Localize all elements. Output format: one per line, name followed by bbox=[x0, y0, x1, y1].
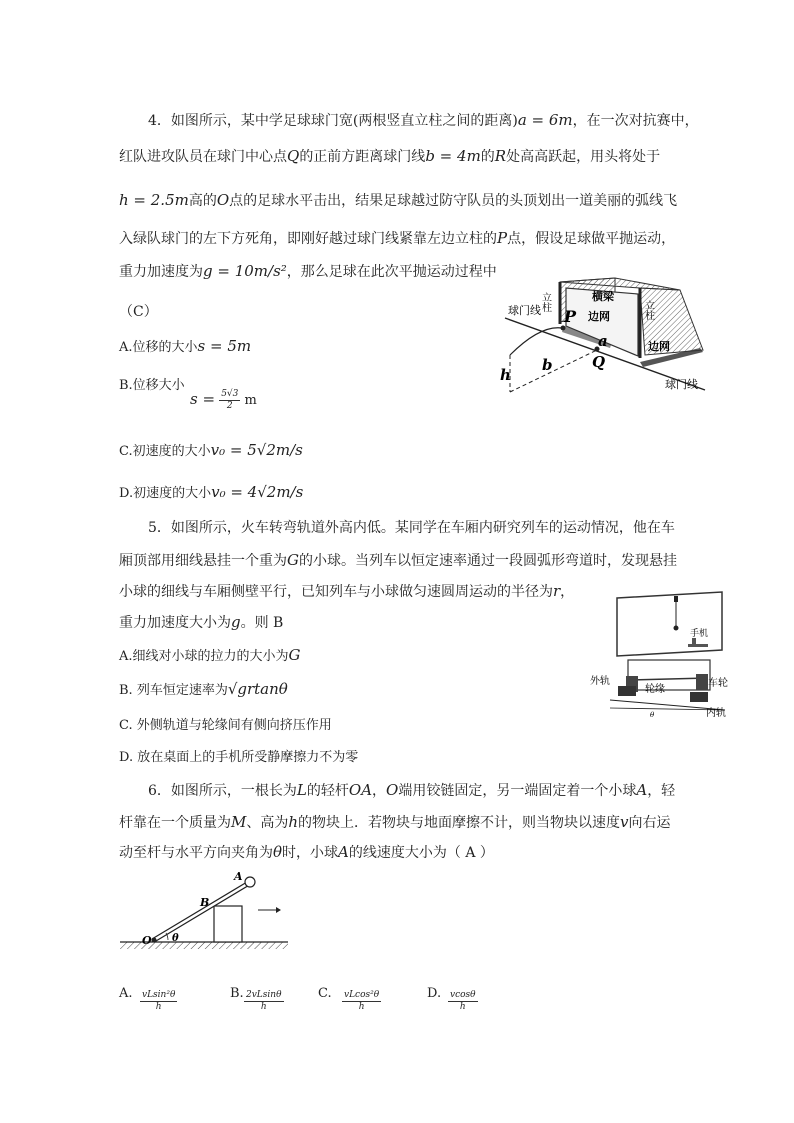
q5-fig-inner-rail: 内轨 bbox=[706, 708, 726, 719]
q4-line2-text-c: 的 bbox=[480, 149, 495, 165]
q5-option-b-label: B. 列车恒定速率为 bbox=[119, 683, 228, 698]
q5-table bbox=[688, 644, 708, 647]
q6-line3-text-b: 时，小球 bbox=[282, 845, 339, 861]
q5-fig-wheel: 车轮 bbox=[708, 678, 728, 689]
q6-ball bbox=[245, 877, 255, 887]
q4-point-p: P bbox=[497, 229, 508, 247]
q4-option-d bbox=[119, 483, 303, 503]
q6-option-c-label: C. bbox=[318, 986, 332, 1001]
q4-line3-text-a: 高的 bbox=[188, 193, 217, 209]
q6-option-b-num: 2vLsinθ bbox=[246, 990, 282, 1000]
q4-fig-a: a bbox=[598, 332, 608, 350]
q4-fig-side-net-right: 边网 bbox=[648, 340, 670, 353]
q5-outer-rail bbox=[618, 686, 636, 696]
q6-option-d-label: D. bbox=[427, 986, 442, 1001]
q4-option-a-math: s = 5m bbox=[197, 337, 252, 355]
q6-line-1 bbox=[148, 781, 675, 800]
q5-wheel-right bbox=[696, 674, 708, 690]
q5-weight-g: G bbox=[287, 551, 299, 569]
q6-option-c-fraction bbox=[342, 990, 381, 1013]
q5-inner-rail bbox=[690, 692, 708, 702]
q4-option-b-formula bbox=[190, 389, 257, 412]
q4-point-p-dot bbox=[561, 326, 566, 331]
q5-gravity-g: g bbox=[231, 613, 241, 631]
q4-point-r: R bbox=[494, 147, 507, 165]
q4-line-5 bbox=[119, 262, 497, 281]
q4-trajectory bbox=[510, 328, 562, 355]
q4-option-b-fraction bbox=[219, 389, 240, 412]
q6-ball-a: A bbox=[636, 781, 648, 799]
q6-mass-m: M bbox=[231, 813, 247, 831]
q5-line3-text-a: 小球的细线与车厢侧壁平行，已知列车与小球做匀速圆周运动的半径为 bbox=[119, 584, 553, 600]
q6-option-b-fraction bbox=[244, 990, 284, 1013]
q6-option-a-label: A. bbox=[119, 986, 133, 1001]
q6-angle-theta: θ bbox=[273, 843, 283, 861]
q6-line1-text-e: ，轻 bbox=[647, 783, 676, 799]
q4-line3-math: h = 2.5m bbox=[119, 191, 189, 209]
q5-line-2 bbox=[119, 551, 677, 570]
q4-line5-text-b: ，那么足球在此次平抛运动过程中 bbox=[286, 264, 497, 280]
q4-line5-math: g = 10m/s² bbox=[203, 262, 287, 280]
q4-line5-text-a: 重力加速度为 bbox=[119, 264, 203, 280]
q4-option-b-unit: m bbox=[244, 393, 257, 408]
q5-radius-r: r bbox=[553, 582, 561, 600]
q4-line2-text-d: 处高高跃起，用头将处于 bbox=[506, 149, 661, 165]
q6-hinge bbox=[152, 938, 157, 943]
q6-fig-theta: θ bbox=[172, 933, 179, 944]
q5-fig-theta: θ bbox=[650, 711, 655, 719]
q4-fig-post-left: 立柱 bbox=[539, 292, 551, 312]
q6-option-d-fraction bbox=[448, 990, 478, 1013]
q5-line-4 bbox=[119, 613, 283, 632]
q5-fig-outer-rail: 外轨 bbox=[590, 676, 610, 687]
q4-line3-text-b: 点的足球水平击出，结果足球越过防守队员的头顶划出一道美丽的弧线飞 bbox=[229, 193, 678, 209]
q4-option-d-label: D.初速度的大小 bbox=[119, 486, 212, 501]
q5-train-figure bbox=[590, 588, 730, 723]
q6-option-b-label: B. bbox=[230, 986, 244, 1001]
q6-fig-b: B bbox=[200, 896, 210, 909]
q4-fig-crossbar: 横梁 bbox=[592, 290, 614, 303]
q6-length-l: L bbox=[296, 781, 307, 799]
q5-line3-text-b: ， bbox=[560, 584, 575, 600]
q6-line2-text-c: 的物块上．若物块与地面摩擦不计，则当物块以速度 bbox=[298, 815, 621, 831]
q6-line-3 bbox=[119, 843, 494, 862]
q5-option-b-math: √grtanθ bbox=[227, 680, 288, 698]
q4-fig-post-right: 立柱 bbox=[642, 300, 654, 320]
q6-line2-text-b: 、高为 bbox=[246, 815, 289, 831]
q5-line2-text-a: 厢顶部用细线悬挂一个重为 bbox=[119, 553, 287, 569]
q4-option-b-label: B.位移大小 bbox=[119, 378, 185, 393]
q4-fig-q: Q bbox=[592, 353, 606, 371]
q4-option-a bbox=[119, 337, 251, 357]
q5-line4-text-a: 重力加速度大小为 bbox=[119, 615, 231, 631]
q4-line4-text-b: 点，假设足球做平抛运动， bbox=[507, 231, 676, 247]
q5-hook bbox=[674, 596, 678, 602]
q4-line2-math: b = 4m bbox=[425, 147, 481, 165]
q4-point-o: O bbox=[216, 191, 230, 209]
q6-speed-v: v bbox=[620, 813, 629, 831]
q4-line4-text-a: 入绿队球门的左下方死角，即刚好越过球门线紧靠左边立柱的 bbox=[119, 231, 497, 247]
q5-line4-text-b: 。则 B bbox=[240, 615, 284, 631]
q5-option-a bbox=[119, 646, 301, 666]
q5-option-a-math: G bbox=[288, 646, 301, 664]
q4-line-2 bbox=[119, 147, 660, 166]
q6-option-c-num: vLcos²θ bbox=[344, 990, 380, 1000]
q6-line-2 bbox=[119, 813, 671, 832]
q6-line1-text-a: 6．如图所示，一根长为 bbox=[148, 783, 297, 799]
q5-ball bbox=[674, 626, 679, 631]
q5-line-3 bbox=[119, 582, 574, 601]
q6-line1-text-b: 的轻杆 bbox=[306, 783, 349, 799]
q6-option-a bbox=[119, 985, 133, 1003]
q4-distance-line bbox=[510, 350, 597, 392]
q4-fig-h: h bbox=[500, 366, 511, 384]
q6-line2-text-a: 杆靠在一个质量为 bbox=[119, 815, 231, 831]
q4-line-1 bbox=[148, 111, 699, 130]
q5-option-a-label: A.细线对小球的拉力的大小为 bbox=[119, 649, 289, 664]
q6-line1-text-c: ， bbox=[372, 783, 387, 799]
q4-goal-figure bbox=[500, 270, 710, 400]
q5-line2-text-b: 的小球。当列车以恒定速率通过一段圆弧形弯道时，发现悬挂 bbox=[298, 553, 677, 569]
q4-answer: （C） bbox=[119, 304, 158, 320]
q6-option-a-fraction bbox=[140, 990, 177, 1013]
q6-option-b-den: h bbox=[260, 1002, 267, 1012]
q4-option-b-s: s = bbox=[190, 390, 216, 408]
q5-fig-phone: 手机 bbox=[690, 629, 709, 639]
q6-line2-text-d: 向右运 bbox=[628, 815, 671, 831]
q4-line-3 bbox=[119, 191, 677, 210]
q4-option-d-math: v₀ = 4√2m/s bbox=[211, 483, 304, 501]
q6-option-a-num: vLsin²θ bbox=[142, 990, 176, 1000]
q4-fig-goal-line-left: 球门线 bbox=[508, 304, 541, 317]
q4-line1-text-b: ，在一次对抗赛中， bbox=[572, 113, 699, 129]
q6-fig-o: O bbox=[142, 934, 152, 947]
q4-fig-side-net-left: 边网 bbox=[588, 310, 610, 323]
q4-fig-goal-line-right: 球门线 bbox=[665, 378, 698, 391]
q4-option-c-label: C.初速度的大小 bbox=[119, 444, 211, 459]
q6-fig-a: A bbox=[234, 870, 243, 883]
q5-fig-flange: 轮缘 bbox=[645, 684, 665, 695]
q6-point-o: O bbox=[386, 781, 399, 799]
q5-line-1: 5．如图所示，火车转弯轨道外高内低。某同学在车厢内研究列车的运动情况，他在车 bbox=[148, 520, 675, 536]
q4-option-b-num: 5√3 bbox=[221, 389, 239, 399]
q6-block bbox=[214, 906, 242, 942]
q4-option-a-label: A.位移的大小 bbox=[119, 340, 198, 355]
q4-option-c-math: v₀ = 5√2m/s bbox=[210, 441, 303, 459]
q6-line1-text-d: 端用铰链固定，另一端固定着一个小球 bbox=[398, 783, 637, 799]
q4-fig-p: P bbox=[564, 307, 577, 326]
q4-option-b-den: 2 bbox=[226, 401, 233, 411]
q6-option-d-num: vcosθ bbox=[450, 990, 476, 1000]
q5-option-c: C. 外侧轨道与轮缘间有侧向挤压作用 bbox=[119, 718, 332, 733]
q6-line3-text-c: 的线速度大小为（ A ） bbox=[348, 845, 494, 861]
q6-option-d bbox=[427, 985, 441, 1003]
q6-option-c bbox=[318, 985, 332, 1003]
q4-line1-text-a: 4．如图所示，某中学足球球门宽(两根竖直立柱之间的距离) bbox=[148, 113, 518, 129]
q6-rod-figure bbox=[118, 866, 298, 956]
q4-line2-text-b: 的正前方距离球门线 bbox=[299, 149, 426, 165]
q4-line2-text-a: 红队进攻队员在球门中心点 bbox=[119, 149, 287, 165]
q6-line3-text-a: 动至杆与水平方向夹角为 bbox=[119, 845, 273, 861]
q6-rod-oa: OA bbox=[348, 781, 373, 799]
q5-option-b bbox=[119, 680, 288, 700]
q6-option-b bbox=[230, 985, 244, 1003]
q4-point-q: Q bbox=[287, 147, 300, 165]
q4-line-4 bbox=[119, 229, 675, 248]
q5-option-d: D. 放在桌面上的手机所受静摩擦力不为零 bbox=[119, 750, 359, 765]
q4-option-c bbox=[119, 441, 303, 461]
q6-option-a-den: h bbox=[155, 1002, 162, 1012]
q6-option-d-den: h bbox=[459, 1002, 466, 1012]
q6-velocity-arrowhead bbox=[276, 907, 281, 913]
q4-fig-b: b bbox=[542, 356, 553, 374]
q4-line1-math: a = 6m bbox=[517, 111, 573, 129]
q6-height-h: h bbox=[288, 813, 299, 831]
q6-option-c-den: h bbox=[358, 1002, 365, 1012]
q6-ball-a-2: A bbox=[338, 843, 349, 861]
